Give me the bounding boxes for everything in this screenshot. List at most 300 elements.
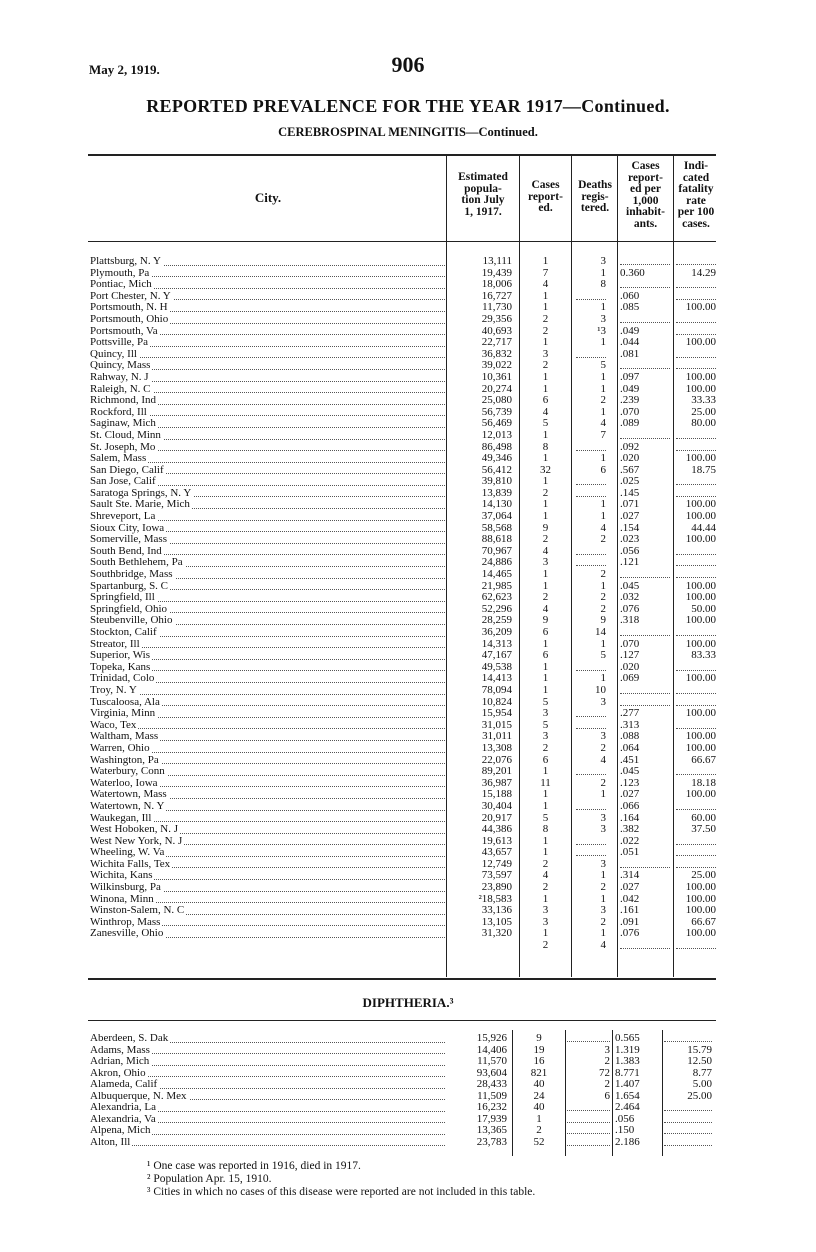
table-row [0, 546, 816, 558]
table-row [0, 337, 816, 349]
table-row [0, 557, 816, 569]
table-row [0, 384, 816, 396]
deaths-cell: 3 [600, 812, 606, 824]
city-name: Aberdeen, S. Dak [90, 1033, 169, 1044]
header-line: popula- [464, 182, 502, 195]
rate-cell: .051 [620, 847, 640, 859]
fatality-cell: 100.00 [685, 928, 716, 940]
population-cell: 12,749 [481, 858, 512, 870]
city-cell [90, 372, 445, 384]
rate-cell: .070 [620, 406, 640, 418]
population-cell: 43,657 [481, 847, 512, 859]
table-bottom-rule [88, 978, 716, 980]
rate-cell: .022 [620, 835, 640, 847]
rate-column-header [618, 161, 673, 230]
deaths-cell [576, 708, 606, 717]
deaths-cell: 1 [600, 893, 606, 905]
page-title: REPORTED PREVALENCE FOR THE YEAR 1917—Continued. [146, 96, 670, 116]
fatality-cell: 100.00 [685, 383, 716, 395]
rate-cell: 1.654 [615, 1090, 640, 1102]
fatality-cell: 33.33 [691, 395, 716, 407]
city-cell [90, 627, 445, 639]
rate-cell: .056 [615, 1113, 635, 1125]
city-name: Springfield, Ohio [90, 603, 167, 615]
city-name: Portsmouth, N. H [90, 302, 168, 314]
table-row [0, 697, 816, 709]
city-name: Superior, Wis [90, 650, 151, 662]
fatality-cell [676, 859, 716, 868]
deaths-cell [567, 1137, 610, 1146]
header-line: report- [528, 190, 563, 203]
fatality-cell: 100.00 [685, 592, 716, 604]
rate-cell: 2.186 [615, 1136, 640, 1148]
city-cell [90, 662, 445, 674]
city-cell [90, 302, 445, 314]
cases-cell: 4 [542, 406, 549, 418]
rate-cell: .070 [620, 638, 640, 650]
city-cell [90, 639, 445, 651]
cases-cell: 3 [542, 916, 549, 928]
population-cell: 23,890 [481, 882, 512, 894]
table-row [0, 1068, 816, 1080]
cases-cell: 1 [542, 569, 549, 581]
rate-cell: .451 [620, 754, 640, 766]
cases-cell: 6 [542, 754, 549, 766]
cases-cell: 11 [540, 777, 551, 789]
deaths-cell: 1 [600, 499, 606, 511]
city-cell [90, 360, 445, 372]
table-row [0, 917, 816, 929]
table-row [0, 847, 816, 859]
fatality-cell [676, 360, 716, 369]
table-row [0, 778, 816, 790]
deaths-cell [576, 546, 606, 555]
population-cell: 39,810 [481, 476, 512, 488]
city-name: South Bend, Ind [90, 545, 162, 557]
population-cell: 36,832 [481, 348, 512, 360]
city-name: Sioux City, Iowa [90, 522, 165, 534]
fatality-cell: 100.00 [685, 302, 716, 314]
table-row [0, 801, 816, 813]
rate-cell [620, 569, 670, 578]
population-cell: 56,469 [481, 418, 512, 430]
header-bottom-rule [88, 241, 716, 242]
rate-cell [620, 279, 670, 288]
cases-column-header [520, 180, 571, 215]
rate-cell: .382 [620, 824, 640, 836]
fatality-cell: 18.18 [691, 777, 716, 789]
population-cell: 44,386 [481, 824, 512, 836]
population-cell: 28,433 [476, 1079, 507, 1091]
fatality-cell [676, 940, 716, 949]
rate-cell: .097 [620, 371, 640, 383]
cases-cell: 1 [542, 429, 549, 441]
city-name: Alexandria, Va [90, 1113, 156, 1125]
cases-cell: 5 [542, 719, 549, 731]
city-cell [90, 1091, 445, 1103]
cases-cell: 2 [542, 487, 549, 499]
city-cell [90, 442, 445, 454]
fatality-cell: 100.00 [685, 511, 716, 523]
population-cell: 78,094 [481, 684, 512, 696]
table-top-rule [88, 154, 716, 156]
fatality-cell: 66.67 [691, 754, 716, 766]
deaths-cell: 2 [600, 395, 606, 407]
deaths-cell: 4 [600, 940, 606, 952]
city-name: San Jose, Calif [90, 476, 156, 488]
city-cell [90, 928, 445, 940]
cases-cell: 7 [542, 267, 549, 279]
table-row [0, 615, 816, 627]
population-cell: 20,274 [481, 383, 512, 395]
table-row [0, 1091, 816, 1103]
rate-cell: .025 [620, 476, 640, 488]
rate-cell: 0.360 [620, 267, 645, 279]
city-name: Steubenville, Ohio [90, 615, 173, 627]
cases-cell: 1 [542, 302, 549, 314]
leader-dots [90, 728, 445, 729]
table-row [0, 523, 816, 535]
city-cell [90, 523, 445, 535]
table-row [0, 604, 816, 616]
deaths-column-header [572, 180, 618, 215]
table-row [0, 442, 816, 454]
rate-cell [620, 627, 670, 636]
cases-cell: 9 [542, 615, 549, 627]
fatality-cell: 44.44 [691, 522, 716, 534]
fatality-cell [676, 627, 716, 636]
fatality-cell [676, 314, 716, 323]
table-row [0, 256, 816, 268]
deaths-cell: 3 [600, 256, 606, 267]
population-cell: 31,320 [481, 928, 512, 940]
table-row [0, 894, 816, 906]
city-cell [90, 476, 445, 488]
cases-cell: 5 [542, 696, 549, 708]
rate-cell: .127 [620, 650, 640, 662]
cases-cell: 3 [542, 731, 549, 743]
rate-cell: .049 [620, 325, 640, 337]
cases-cell: 40 [533, 1102, 545, 1114]
deaths-cell [567, 1102, 610, 1111]
header-line: fatality [678, 183, 714, 195]
city-name: Springfield, Ill [90, 592, 155, 604]
cases-cell: 6 [542, 650, 549, 662]
table-row [0, 511, 816, 523]
fatality-cell: 50.00 [691, 603, 716, 615]
fatality-cell [676, 801, 716, 810]
population-cell: 36,209 [481, 627, 512, 638]
population-cell: 58,568 [481, 522, 512, 534]
fatality-cell [676, 279, 716, 288]
fatality-cell [676, 662, 716, 671]
table-row [0, 395, 816, 407]
population-cell: 19,613 [481, 835, 512, 847]
city-cell [90, 314, 445, 326]
cases-cell: 2 [542, 592, 549, 604]
city-name: Waco, Tex [90, 719, 137, 731]
header-line: inhabit- [626, 206, 665, 218]
fatality-cell: 100.00 [685, 893, 716, 905]
fatality-cell [676, 349, 716, 358]
table-row [0, 302, 816, 314]
rate-cell: .045 [620, 766, 640, 778]
city-cell [90, 766, 445, 778]
deaths-cell: 6 [600, 464, 606, 476]
population-cell: 16,232 [476, 1102, 507, 1114]
city-name: Pontiac, Mich [90, 279, 152, 291]
fatality-cell: 25.00 [691, 406, 716, 418]
table-row [0, 731, 816, 743]
fatality-cell [664, 1114, 712, 1123]
population-cell: 88,618 [481, 534, 512, 546]
table-row [0, 326, 816, 338]
cases-cell: 8 [542, 441, 549, 453]
rate-cell [620, 256, 670, 265]
table-row [0, 1114, 816, 1126]
fatality-cell: 37.50 [691, 824, 716, 836]
city-name: St. Cloud, Minn [90, 429, 161, 441]
population-cell: 30,404 [481, 800, 512, 812]
table-row [0, 685, 816, 697]
population-cell: 56,739 [481, 406, 512, 418]
rate-cell: .150 [615, 1125, 635, 1137]
cases-cell: 5 [542, 812, 549, 824]
deaths-cell: 2 [600, 592, 606, 604]
table-row [0, 905, 816, 917]
rate-cell: .045 [620, 580, 640, 592]
city-name: Saginaw, Mich [90, 418, 156, 430]
deaths-cell [576, 662, 606, 671]
fatality-cell: 100.00 [685, 673, 716, 685]
footnote-2: ² Population Apr. 15, 1910. [147, 1173, 272, 1185]
leader-dots [90, 694, 445, 695]
cases-cell: 1 [542, 638, 549, 650]
table-row [0, 859, 816, 871]
diphtheria-table-body [0, 1033, 816, 1148]
cases-cell: 2 [542, 325, 549, 337]
rate-cell: .027 [620, 882, 640, 894]
fatality-cell: 100.00 [685, 789, 716, 801]
cases-cell: 1 [542, 290, 549, 302]
leader-dots [90, 357, 445, 358]
fatality-cell [676, 291, 716, 300]
city-cell [90, 546, 445, 558]
rate-cell: .154 [620, 522, 640, 534]
population-cell: 52,296 [481, 603, 512, 615]
population-cell: 17,939 [476, 1113, 507, 1125]
rate-cell: .071 [620, 499, 640, 511]
city-name: Port Chester, N. Y [90, 290, 171, 302]
population-cell: 70,967 [481, 545, 512, 557]
rate-cell: .049 [620, 383, 640, 395]
rate-cell: .121 [620, 557, 640, 569]
table-row [0, 813, 816, 825]
diphtheria-top-rule [88, 1020, 716, 1021]
city-name: Southbridge, Mass [90, 569, 173, 581]
fatality-cell: 100.00 [685, 742, 716, 754]
table-row [0, 268, 816, 280]
rate-cell: .088 [620, 731, 640, 743]
cases-cell: 19 [533, 1044, 545, 1056]
deaths-cell [567, 1033, 610, 1042]
rate-cell: .042 [620, 893, 640, 905]
city-cell [90, 708, 445, 720]
city-cell [90, 604, 445, 616]
deaths-cell: 3 [600, 905, 606, 917]
cases-cell: 2 [542, 313, 549, 325]
city-name: Plattsburg, N. Y [90, 256, 161, 267]
cases-cell: 1 [542, 766, 549, 778]
city-cell [90, 488, 445, 500]
deaths-cell: 2 [600, 882, 606, 894]
deaths-cell [576, 557, 606, 566]
cases-cell: 1 [542, 499, 549, 511]
table-row [0, 766, 816, 778]
rate-cell: .089 [620, 418, 640, 430]
city-name: Topeka, Kans [90, 661, 151, 673]
table-row [0, 1137, 816, 1149]
header-line: Cases [531, 179, 560, 191]
fatality-cell: 100.00 [685, 337, 716, 349]
population-cell: 62,623 [481, 592, 512, 604]
population-cell: 31,011 [482, 731, 512, 743]
cases-cell: 1 [542, 511, 549, 523]
fatality-cell [664, 1137, 712, 1146]
fatality-cell [676, 476, 716, 485]
fatality-cell: 100.00 [685, 882, 716, 894]
deaths-cell [576, 847, 606, 856]
population-cell: 24,886 [481, 557, 512, 569]
city-cell [90, 720, 445, 732]
table-row [0, 453, 816, 465]
header-line: ants. [633, 217, 658, 230]
city-name: Waterbury, Conn [90, 766, 165, 778]
fatality-cell: 100.00 [685, 638, 716, 650]
fatality-cell: 100.00 [685, 731, 716, 743]
deaths-cell: 3 [600, 858, 606, 870]
cases-cell: 9 [542, 522, 549, 534]
city-name: Wheeling, W. Va [90, 847, 165, 859]
cases-cell: 2 [542, 940, 549, 952]
population-cell: 13,839 [481, 487, 512, 499]
rate-cell: .123 [620, 777, 640, 789]
city-name: San Diego, Calif [90, 464, 164, 476]
population-cell: ²18,583 [478, 893, 512, 905]
city-name: Zanesville, Ohio [90, 928, 164, 940]
cases-cell: 1 [542, 684, 549, 696]
table-row [0, 372, 816, 384]
population-cell: 86,498 [481, 441, 512, 453]
table-row [0, 1079, 816, 1091]
rate-cell: .027 [620, 511, 640, 523]
city-cell [90, 1079, 445, 1091]
table-row [0, 662, 816, 674]
city-name: Alpena, Mich [90, 1125, 151, 1137]
deaths-cell [576, 836, 606, 845]
table-row [0, 418, 816, 430]
city-cell [90, 894, 445, 906]
header-line: 1, 1917. [464, 205, 502, 218]
header-line: ed per [630, 183, 661, 195]
deaths-cell: 1 [600, 638, 606, 650]
city-cell [90, 430, 445, 442]
population-cell: 28,259 [481, 615, 512, 627]
header-line: rate [686, 194, 706, 207]
rate-cell [620, 314, 670, 323]
city-column-header: City. [254, 190, 282, 205]
deaths-cell: 1 [600, 371, 606, 383]
rate-cell: .076 [620, 603, 640, 615]
header-line: ed. [538, 202, 553, 214]
header-line: Estimated [458, 171, 508, 183]
table-row [0, 824, 816, 836]
city-cell [90, 778, 445, 790]
leader-dots [90, 1145, 445, 1146]
cases-cell: 1 [542, 835, 549, 847]
city-cell [90, 1056, 445, 1068]
cases-cell: 1 [542, 847, 549, 859]
city-cell [90, 465, 445, 477]
city-name: Watertown, Mass [90, 789, 167, 801]
population-cell: 14,406 [476, 1044, 507, 1056]
population-cell: 29,356 [481, 313, 512, 325]
rate-cell [620, 859, 670, 868]
rate-cell: .064 [620, 742, 640, 754]
table-row [0, 1056, 816, 1068]
fatality-cell [676, 766, 716, 775]
population-cell: 11,570 [477, 1056, 507, 1068]
city-cell [90, 685, 445, 697]
rate-cell: .066 [620, 800, 640, 812]
deaths-cell [567, 1125, 610, 1134]
rate-cell: .567 [620, 464, 640, 476]
population-column-header [448, 172, 518, 218]
population-cell: 14,413 [481, 673, 512, 685]
rate-cell: .020 [620, 453, 640, 465]
deaths-cell: 72 [599, 1067, 610, 1079]
deaths-cell [576, 442, 606, 451]
city-name: Winthrop, Mass [90, 916, 161, 928]
city-name: Shreveport, La [90, 511, 156, 523]
deaths-cell: 14 [595, 627, 606, 638]
header-line: per 100 [677, 206, 715, 218]
fatality-cell: 12.50 [687, 1056, 712, 1068]
city-cell [90, 395, 445, 407]
rate-cell: 2.464 [615, 1102, 640, 1114]
rate-cell: .161 [620, 905, 640, 917]
table-row [0, 639, 816, 651]
city-cell [90, 917, 445, 929]
header-line: cases. [682, 217, 710, 230]
population-cell: 56,412 [481, 464, 512, 476]
rate-cell [620, 685, 670, 694]
fatality-cell [676, 569, 716, 578]
population-cell: 47,167 [481, 650, 512, 662]
cases-cell: 821 [530, 1067, 548, 1079]
cases-cell: 2 [542, 534, 549, 546]
deaths-cell: 5 [600, 650, 606, 662]
table-row [0, 673, 816, 685]
population-cell: 14,465 [481, 569, 512, 581]
population-cell: 13,111 [482, 256, 512, 267]
population-cell: 37,064 [481, 511, 512, 523]
table-row [0, 499, 816, 511]
deaths-cell: 1 [600, 453, 606, 465]
header-line: 1,000 [632, 194, 659, 207]
deaths-cell: 2 [600, 742, 606, 754]
city-name: Sault Ste. Marie, Mich [90, 499, 190, 511]
